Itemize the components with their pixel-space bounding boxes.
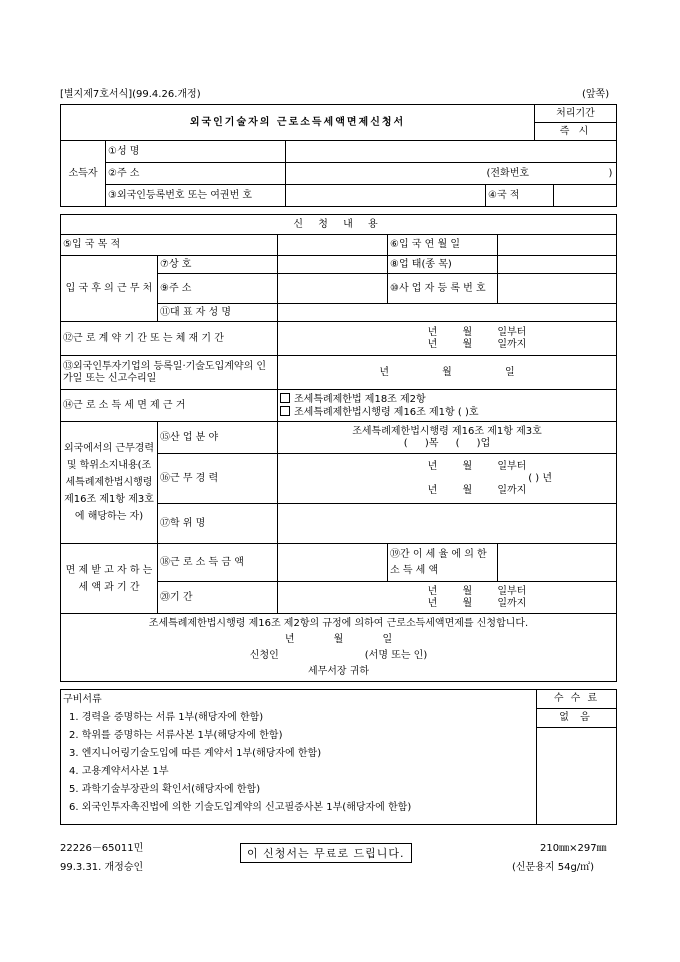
income-amount-label: ⑱근 로 소 득 금 액 xyxy=(158,544,278,582)
checkbox-icon[interactable] xyxy=(280,393,290,403)
business-reg-field[interactable] xyxy=(498,274,617,304)
entry-date-label: ⑥입 국 연 월 일 xyxy=(388,235,498,256)
exemption-basis-label: ⑭근 로 소 득 세 면 제 근 거 xyxy=(61,390,278,422)
fee-cell xyxy=(537,690,617,825)
fee-label: 수 수 료 xyxy=(537,690,616,709)
document-item: 5. 과학기술부장관의 확인서(해당자에 한함) xyxy=(69,784,261,795)
trade-name-label: ⑦상 호 xyxy=(158,256,278,274)
workplace-address-field[interactable] xyxy=(278,274,388,304)
form-title: 외국인기술자의 근로소득세액면제신청서 xyxy=(61,105,535,141)
period-label: ⑳기 간 xyxy=(158,582,278,614)
career-date-to: 년 월 일까지 xyxy=(427,484,527,496)
simplified-tax-label: ⑲간 이 세 율 에 의 한 소 득 세 액 xyxy=(388,544,498,582)
basis-option-2[interactable]: 조세특례제한법시행령 제16조 제1항 ( )호 xyxy=(280,406,614,419)
signature-field[interactable]: (서명 또는 인) xyxy=(364,650,428,661)
document-item: 6. 외국인투자촉진법에 의한 기술도입계약의 신고필증사본 1부(해당자에 한함) xyxy=(69,802,412,813)
simplified-tax-field[interactable] xyxy=(498,544,617,582)
career-years: ( ) 년 xyxy=(528,472,553,484)
paper-size: 210㎜×297㎜ xyxy=(540,843,607,854)
declaration-block xyxy=(61,614,617,682)
name-label: ①성 명 xyxy=(106,141,286,163)
page-side: (앞쪽) xyxy=(582,89,610,100)
entry-purpose-field[interactable] xyxy=(278,235,388,256)
contract-date-to: 년 월 일까지 xyxy=(427,338,527,350)
career-date-from: 년 월 일부터 xyxy=(427,460,527,472)
income-earner-label: 소득자 xyxy=(61,141,106,207)
industry-field[interactable] xyxy=(278,422,617,454)
address-label: ②주 소 xyxy=(106,163,286,185)
nationality-field[interactable] xyxy=(554,185,617,207)
address-field[interactable] xyxy=(286,163,617,185)
application-table xyxy=(60,214,617,682)
fee-value: 없 음 xyxy=(537,709,616,728)
income-amount-field[interactable] xyxy=(278,544,388,582)
entry-date-field[interactable] xyxy=(498,235,617,256)
applicant-label: 신청인 xyxy=(249,650,279,661)
processing-period-label: 처리기간 xyxy=(535,105,617,123)
document-item: 3. 엔지니어링기술도입에 따른 계약서 1부(해당자에 한함) xyxy=(69,748,322,759)
entry-purpose-label: ⑤입 국 목 적 xyxy=(61,235,278,256)
declaration-date[interactable]: 년 월 일 xyxy=(284,634,393,645)
exempt-section-label: 면 제 받 고 자 하 는 세 액 과 기 간 xyxy=(61,544,158,614)
documents-list xyxy=(61,690,537,825)
career-label: ⑯근 무 경 력 xyxy=(158,454,278,504)
form-code: 22226－65011민 xyxy=(60,843,144,854)
processing-period-value: 즉 시 xyxy=(535,123,617,141)
degree-field[interactable] xyxy=(278,504,617,544)
title-table xyxy=(60,104,617,141)
phone-close: ) xyxy=(608,167,613,179)
checkbox-icon[interactable] xyxy=(280,406,290,416)
foreign-investment-date[interactable]: 년 월 일 xyxy=(278,356,617,390)
degree-label: ⑰학 위 명 xyxy=(158,504,278,544)
basis-option-1[interactable]: 조세특례제한법 제18조 제2항 xyxy=(280,393,614,406)
career-section-label: 외국에서의 근무경력 및 학위소지내용(조세특례제한법시행령 제16조 제1항 제3호에 해당하는 자) xyxy=(61,422,158,544)
contract-date-from: 년 월 일부터 xyxy=(427,326,527,338)
business-type-label: ⑧업 태(종 목) xyxy=(388,256,498,274)
document-item: 2. 학위를 증명하는 서류사본 1부(해당자에 한함) xyxy=(69,730,283,741)
foreign-investment-label: ⑬외국인투자기업의 등록일·기술도입계약의 인가일 또는 신고수리일 xyxy=(61,356,278,390)
free-notice: 이 신청서는 무료로 드립니다. xyxy=(240,843,412,863)
exemption-basis-options xyxy=(278,390,617,422)
representative-field[interactable] xyxy=(278,304,617,322)
documents-heading: 구비서류 xyxy=(63,694,102,705)
paper-type: (신문용지 54g/㎡) xyxy=(512,862,595,873)
addressee: 세무서장 귀하 xyxy=(307,666,370,677)
industry-value-line-2: ( )목 ( )업 xyxy=(403,437,491,449)
industry-label: ⑮산 업 분 야 xyxy=(158,422,278,454)
contract-period-label: ⑫근 로 계 약 기 간 또 는 체 재 기 간 xyxy=(61,322,278,356)
income-earner-table xyxy=(60,140,617,207)
phone-label: (전화번호 xyxy=(486,167,530,179)
registration-label: ③외국인등록번호 또는 여권번 호 xyxy=(106,185,286,207)
documents-table xyxy=(60,689,617,825)
declaration-text: 조세특례제한법시행령 제16조 제2항의 규정에 의하여 근로소득세액면제를 신청합니다. xyxy=(148,618,529,629)
name-field[interactable] xyxy=(286,141,617,163)
document-item: 4. 고용계약서사본 1부 xyxy=(69,766,169,777)
workplace-address-label: ⑨주 소 xyxy=(158,274,278,304)
application-heading: 신 청 내 용 xyxy=(61,215,617,235)
workplace-label: 입 국 후 의 근 무 처 xyxy=(61,256,158,322)
career-field[interactable] xyxy=(278,454,617,504)
contract-period-field[interactable] xyxy=(278,322,617,356)
trade-name-field[interactable] xyxy=(278,256,388,274)
period-date-to: 년 월 일까지 xyxy=(427,597,527,609)
business-reg-label: ⑩사 업 자 등 록 번 호 xyxy=(388,274,498,304)
period-date-from: 년 월 일부터 xyxy=(427,585,527,597)
approval-date: 99.3.31. 개정승인 xyxy=(60,862,144,873)
industry-value-line-1: 조세특례제한법시행령 제16조 제1항 제3호 xyxy=(352,425,542,437)
business-type-field[interactable] xyxy=(498,256,617,274)
representative-label: ⑪대 표 자 성 명 xyxy=(158,304,278,322)
form-number: [별지제7호서식](99.4.26.개정) xyxy=(60,89,201,100)
nationality-label: ④국 적 xyxy=(486,185,554,207)
period-field[interactable] xyxy=(278,582,617,614)
document-item: 1. 경력을 증명하는 서류 1부(해당자에 한함) xyxy=(69,712,264,723)
registration-field[interactable] xyxy=(286,185,486,207)
